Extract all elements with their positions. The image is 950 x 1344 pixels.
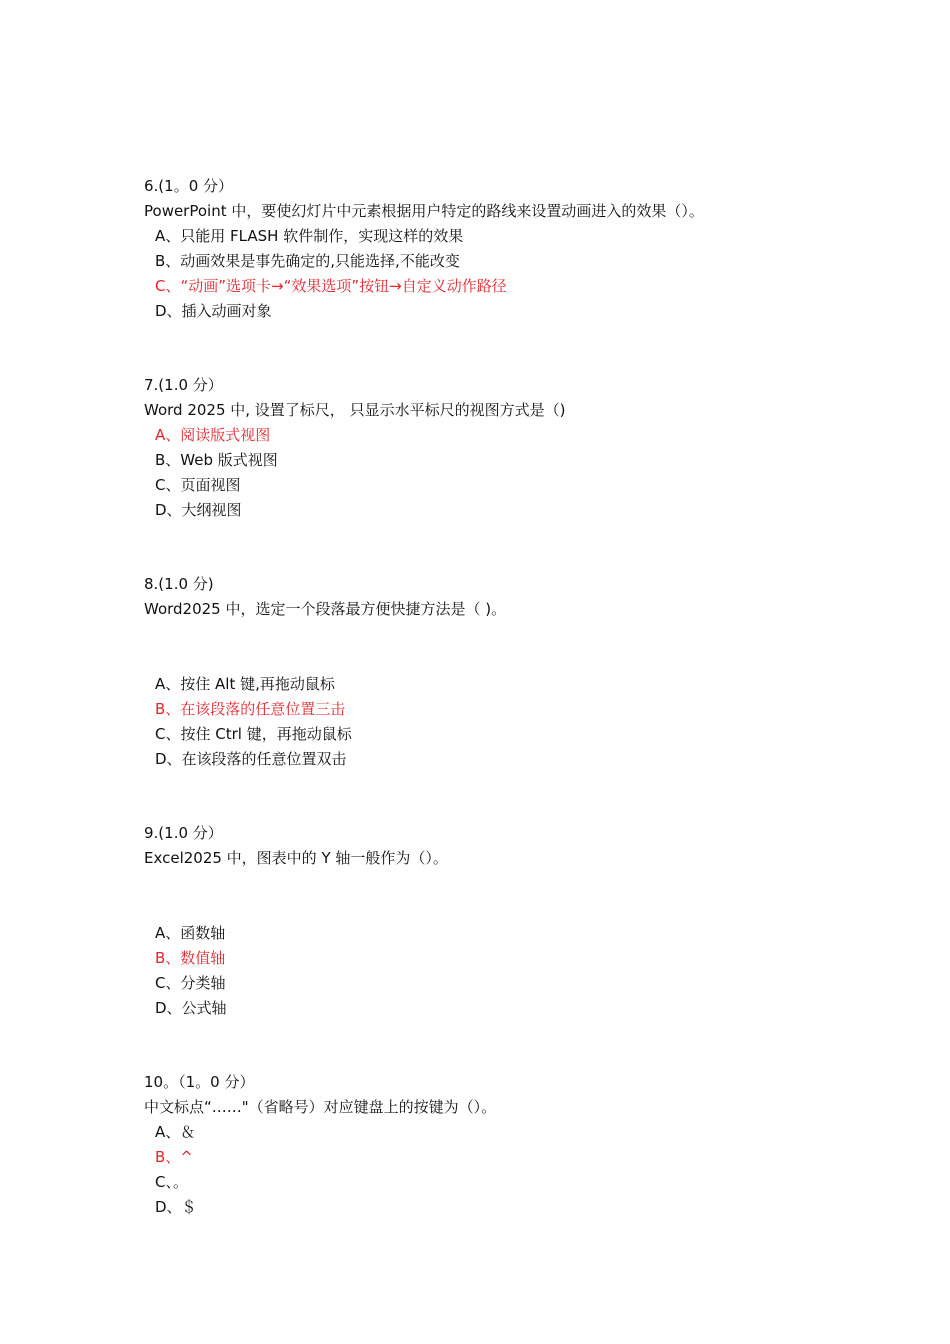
question-7-option-c: C、页面视图 [155,476,241,494]
question-7-option-b: B、Web 版式视图 [155,451,278,469]
question-9-option-a: A、函数轴 [155,924,226,942]
question-6-option-b: B、动画效果是事先确定的,只能选择,不能改变 [155,252,460,270]
question-8-stem: Word2025 中，选定一个段落最方便快捷方法是（ )。 [144,600,507,618]
question-9-stem: Excel2025 中，图表中的 Y 轴一般作为（）。 [144,849,448,867]
question-6-option-d: D、插入动画对象 [155,302,272,320]
question-10-option-a: A、＆ [155,1123,196,1141]
question-7-stem: Word 2025 中, 设置了标尺， 只显示水平标尺的视图方式是（) [144,401,566,419]
question-10-option-b-correct: B、^ [155,1148,193,1166]
question-10-stem: 中文标点“……"（省略号）对应键盘上的按键为（）。 [144,1098,497,1116]
question-9-option-d: D、公式轴 [155,999,227,1017]
question-8-option-c: C、按住 Ctrl 键，再拖动鼠标 [155,725,352,743]
question-8-option-b-correct: B、在该段落的任意位置三击 [155,700,346,718]
question-7-option-a-correct: A、阅读版式视图 [155,426,271,444]
question-10-option-d: D、＄ [155,1198,197,1216]
question-7-option-d: D、大纲视图 [155,501,242,519]
question-8-header: 8.(1.0 分) [144,575,214,593]
question-9-option-c: C、分类轴 [155,974,226,992]
question-10-header: 10。（1。0 分） [144,1073,255,1091]
question-7-header: 7.(1.0 分） [144,376,223,394]
question-10-option-c: C、。 [155,1173,188,1191]
question-8-option-a: A、按住 Alt 键,再拖动鼠标 [155,675,335,693]
question-8-option-d: D、在该段落的任意位置双击 [155,750,347,768]
question-6-option-a: A、只能用 FLASH 软件制作，实现这样的效果 [155,227,464,245]
question-6-header: 6.(1。0 分） [144,177,234,195]
question-9-header: 9.(1.0 分） [144,824,223,842]
question-6-stem: PowerPoint 中，要使幻灯片中元素根据用户特定的路线来设置动画进入的效果（）。 [144,202,704,220]
question-6-option-c-correct: C、“动画”选项卡→“效果选项”按钮→自定义动作路径 [155,277,507,295]
question-9-option-b-correct: B、数值轴 [155,949,226,967]
